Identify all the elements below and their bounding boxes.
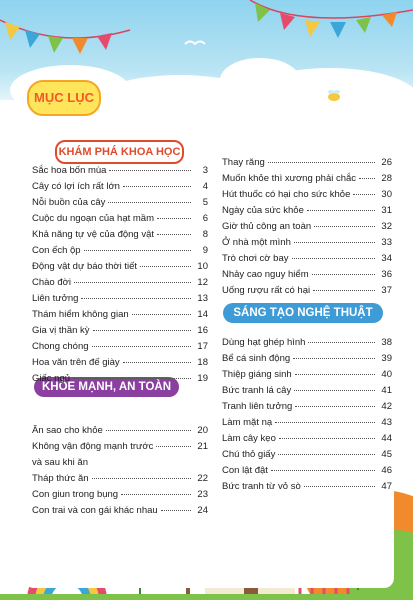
entry-title: Thám hiểm không gian <box>32 309 129 320</box>
toc-entry[interactable] <box>32 425 208 441</box>
dot-leader <box>278 454 375 455</box>
entry-title: Giờ thủ công an toàn <box>222 221 312 232</box>
art-list <box>222 337 392 497</box>
dot-leader <box>73 378 191 379</box>
entry-title: Nỗi buồn của cây <box>32 197 106 208</box>
entry-page-number: 47 <box>381 481 392 492</box>
toc-title: MỤC LỤC <box>27 80 101 116</box>
entry-title: Khả năng tự vệ của động vật <box>32 229 155 240</box>
toc-entry[interactable] <box>32 213 208 229</box>
dot-leader <box>123 362 191 363</box>
toc-entry[interactable] <box>222 433 392 449</box>
entry-page-number: 39 <box>381 353 392 364</box>
entry-title: Liên tưởng <box>32 293 79 304</box>
toc-entry[interactable] <box>32 277 208 293</box>
toc-entry[interactable] <box>222 417 392 433</box>
dot-leader <box>93 330 191 331</box>
entry-page-number: 46 <box>381 465 392 476</box>
entry-page-number: 41 <box>381 385 392 396</box>
toc-entry[interactable] <box>222 173 392 189</box>
entry-title: Con trai và con gái khác nhau <box>32 505 158 516</box>
dot-leader <box>84 250 191 251</box>
right-column <box>222 157 392 497</box>
entry-title: Thay răng <box>222 157 265 168</box>
entry-page-number: 24 <box>197 505 208 516</box>
entry-title: Con ếch ộp <box>32 245 81 256</box>
dot-leader <box>294 390 375 391</box>
left-column <box>32 165 208 521</box>
entry-title: Hút thuốc có hại cho sức khỏe <box>222 189 351 200</box>
entry-title: Ngày của sức khỏe <box>222 205 304 216</box>
entry-title: Bức tranh từ vỏ sò <box>222 481 301 492</box>
dot-leader <box>132 314 191 315</box>
toc-entry[interactable] <box>222 221 392 237</box>
toc-entry[interactable] <box>32 505 208 521</box>
dot-leader <box>293 358 375 359</box>
toc-entry[interactable] <box>32 373 208 389</box>
dot-leader <box>161 510 191 511</box>
dot-leader <box>307 210 375 211</box>
dot-leader <box>313 290 375 291</box>
health-list <box>32 425 208 521</box>
entry-title: Không vận động mạnh trước <box>32 441 154 452</box>
entry-page-number: 5 <box>202 197 208 208</box>
entry-page-number: 10 <box>197 261 208 272</box>
toc-entry[interactable] <box>32 489 208 505</box>
entry-page-number: 16 <box>197 325 208 336</box>
section-health-heading: KHỎE MẠNH, AN TOÀN <box>34 377 179 397</box>
dot-leader <box>74 282 191 283</box>
toc-entry[interactable] <box>32 441 208 457</box>
entry-title: Gia vị thần kỳ <box>32 325 90 336</box>
entry-page-number: 8 <box>202 229 208 240</box>
dot-leader <box>92 346 191 347</box>
toc-entry[interactable] <box>222 353 392 369</box>
entry-page-number: 17 <box>197 341 208 352</box>
entry-title: và sau khi ăn <box>32 457 88 468</box>
entry-title: Dùng hạt ghép hình <box>222 337 306 348</box>
entry-page-number: 12 <box>197 277 208 288</box>
entry-title: Bể cá sinh động <box>222 353 291 364</box>
entry-title: Hoa văn trên đế giày <box>32 357 120 368</box>
entry-page-number: 45 <box>381 449 392 460</box>
entry-title: Uống rượu rất có hại <box>222 285 311 296</box>
dot-leader <box>359 178 375 179</box>
toc-entry[interactable] <box>222 449 392 465</box>
health-list-continued <box>222 157 392 301</box>
entry-page-number: 6 <box>202 213 208 224</box>
entry-page-number: 21 <box>197 441 208 452</box>
toc-entry[interactable] <box>222 205 392 221</box>
entry-page-number: 14 <box>197 309 208 320</box>
toc-entry[interactable] <box>32 325 208 341</box>
toc-entry[interactable] <box>32 165 208 181</box>
dot-leader <box>140 266 191 267</box>
entry-title: Bức tranh lá cây <box>222 385 292 396</box>
entry-page-number: 22 <box>197 473 208 484</box>
toc-entry[interactable] <box>32 245 208 261</box>
entry-page-number: 40 <box>381 369 392 380</box>
dot-leader <box>106 430 191 431</box>
toc-entry[interactable] <box>222 369 392 385</box>
toc-entry[interactable] <box>32 181 208 197</box>
entry-page-number: 28 <box>381 173 392 184</box>
toc-entry[interactable] <box>222 465 392 481</box>
entry-page-number: 43 <box>381 417 392 428</box>
dot-leader <box>295 374 375 375</box>
entry-page-number: 20 <box>197 425 208 436</box>
toc-entry[interactable] <box>32 473 208 489</box>
toc-entry[interactable] <box>32 357 208 373</box>
dot-leader <box>295 406 375 407</box>
entry-page-number: 23 <box>197 489 208 500</box>
entry-title: Giấc ngủ <box>32 373 71 384</box>
dot-leader <box>157 234 191 235</box>
entry-title: Làm cây kẹo <box>222 433 276 444</box>
dot-leader <box>121 494 191 495</box>
entry-page-number: 13 <box>197 293 208 304</box>
entry-title: Muốn khỏe thì xương phải chắc <box>222 173 357 184</box>
entry-title: Ăn sao cho khỏe <box>32 425 103 436</box>
entry-page-number: 18 <box>197 357 208 368</box>
entry-title: Sắc hoa bốn mùa <box>32 165 107 176</box>
entry-title: Chong chóng <box>32 341 89 352</box>
section-art-heading: SÁNG TẠO NGHỆ THUẬT <box>223 303 383 323</box>
dot-leader <box>157 218 191 219</box>
entry-title: Thiệp giáng sinh <box>222 369 292 380</box>
entry-title: Cây có lợi ích rất lớn <box>32 181 120 192</box>
science-list <box>32 165 208 389</box>
toc-entry[interactable] <box>222 237 392 253</box>
toc-entry[interactable] <box>222 337 392 353</box>
entry-page-number: 3 <box>202 165 208 176</box>
entry-title: Con giun trong bụng <box>32 489 119 500</box>
dot-leader <box>314 226 375 227</box>
entry-title: Động vật dự báo thời tiết <box>32 261 138 272</box>
toc-entry[interactable] <box>32 261 208 277</box>
toc-entry[interactable] <box>222 481 392 497</box>
entry-title: Tranh liên tưởng <box>222 401 293 412</box>
toc-entry[interactable] <box>222 157 392 173</box>
entry-title: Chào đời <box>32 277 71 288</box>
entry-title: Cuộc du ngoạn của hạt mầm <box>32 213 154 224</box>
dot-leader <box>279 438 375 439</box>
entry-page-number: 38 <box>381 337 392 348</box>
toc-entry[interactable] <box>222 253 392 269</box>
toc-entry[interactable] <box>32 457 208 473</box>
entry-title: Làm mặt nạ <box>222 417 273 428</box>
bunting-flags <box>0 0 413 54</box>
entry-page-number: 34 <box>381 253 392 264</box>
dot-leader <box>294 242 375 243</box>
section-science-heading: KHÁM PHÁ KHOA HỌC <box>55 140 184 164</box>
dot-leader <box>92 478 191 479</box>
dot-leader <box>123 186 191 187</box>
toc-entry[interactable] <box>32 293 208 309</box>
toc-entry[interactable] <box>32 229 208 245</box>
entry-page-number: 36 <box>381 269 392 280</box>
entry-title: Nhảy cao nguy hiểm <box>222 269 309 280</box>
toc-entry[interactable] <box>32 197 208 213</box>
entry-page-number: 30 <box>381 189 392 200</box>
dot-leader <box>109 170 191 171</box>
entry-title: Con lật đật <box>222 465 268 476</box>
entry-page-number: 4 <box>202 181 208 192</box>
dot-leader <box>304 486 375 487</box>
dot-leader <box>108 202 191 203</box>
entry-page-number: 19 <box>197 373 208 384</box>
toc-entry[interactable] <box>222 189 392 205</box>
entry-title: Chú thỏ giấy <box>222 449 276 460</box>
toc-entry[interactable] <box>222 285 392 301</box>
entry-page-number: 33 <box>381 237 392 248</box>
dot-leader <box>275 422 375 423</box>
toc-entry[interactable] <box>32 341 208 357</box>
entry-page-number: 26 <box>381 157 392 168</box>
dot-leader <box>308 342 375 343</box>
entry-page-number: 9 <box>202 245 208 256</box>
dot-leader <box>271 470 375 471</box>
dot-leader <box>353 194 375 195</box>
entry-page-number: 37 <box>381 285 392 296</box>
entry-page-number: 42 <box>381 401 392 412</box>
dot-leader <box>292 258 376 259</box>
dot-leader <box>312 274 375 275</box>
toc-entry[interactable] <box>222 269 392 285</box>
dot-leader <box>156 446 191 447</box>
entry-page-number: 44 <box>381 433 392 444</box>
entry-title: Tháp thức ăn <box>32 473 89 484</box>
entry-page-number: 32 <box>381 221 392 232</box>
dot-leader <box>81 298 191 299</box>
toc-entry[interactable] <box>222 401 392 417</box>
entry-title: Trò chơi cờ bay <box>222 253 289 264</box>
toc-entry[interactable] <box>32 309 208 325</box>
entry-title: Ở nhà một mình <box>222 237 291 248</box>
entry-page-number: 31 <box>381 205 392 216</box>
dot-leader <box>268 162 375 163</box>
toc-entry[interactable] <box>222 385 392 401</box>
